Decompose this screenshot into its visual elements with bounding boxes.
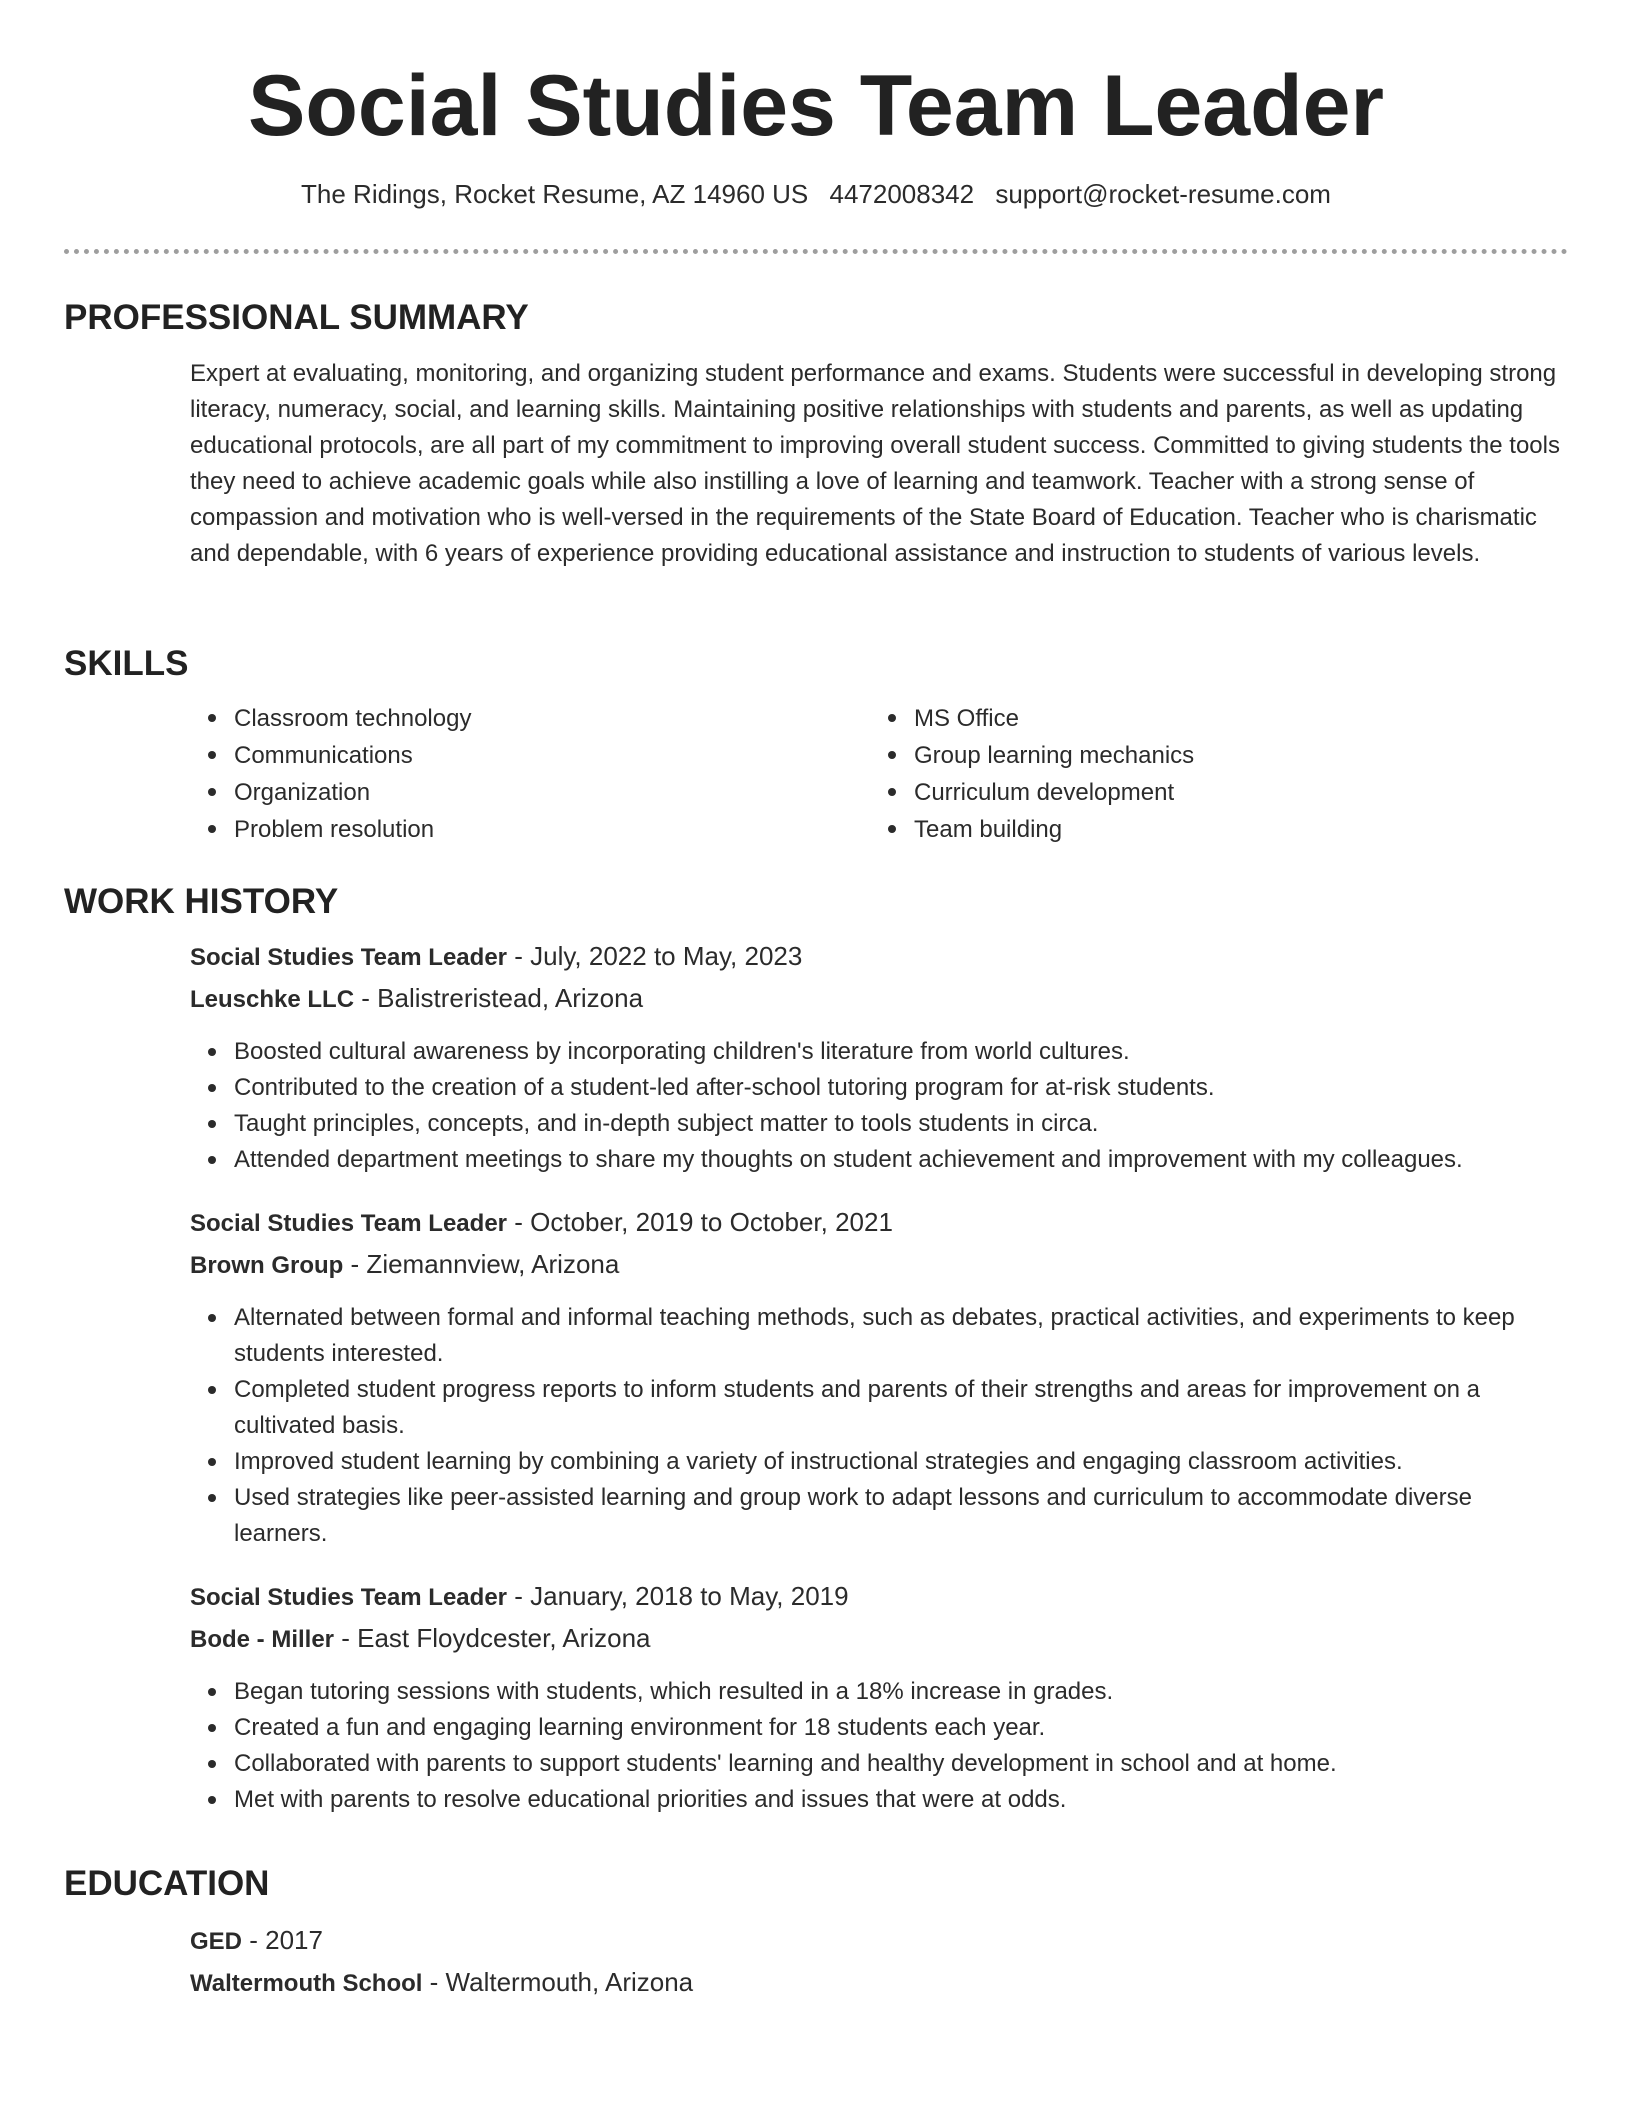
job-title-line bbox=[190, 1576, 1568, 1618]
job-entry bbox=[190, 1576, 1568, 1818]
skill-item: Group learning mechanics bbox=[914, 737, 1550, 774]
skill-item: Communications bbox=[234, 737, 870, 774]
job-company-line bbox=[190, 978, 1568, 1020]
job-bullet: Completed student progress reports to inform students and parents of their strengths and areas for improvement on a cultivated basis. bbox=[234, 1372, 1568, 1444]
job-company-line bbox=[190, 1244, 1568, 1286]
job-bullet: Met with parents to resolve educational priorities and issues that were at odds. bbox=[234, 1782, 1568, 1818]
job-bullet: Alternated between formal and informal teaching methods, such as debates, practical activities, and experiments to keep students interested. bbox=[234, 1300, 1568, 1372]
summary-section bbox=[64, 296, 1568, 572]
job-company-line bbox=[190, 1618, 1568, 1660]
job-bullet: Taught principles, concepts, and in-depth subject matter to tools students in circa. bbox=[234, 1106, 1568, 1142]
resume-name: Social Studies Team Leader bbox=[248, 58, 1384, 154]
skills-column-left bbox=[190, 700, 870, 848]
header-divider bbox=[64, 249, 1568, 254]
education-school-line bbox=[190, 1962, 1568, 2004]
job-dates: - January, 2018 to May, 2019 bbox=[507, 1581, 849, 1611]
contact-line bbox=[64, 178, 1568, 210]
education-year: - 2017 bbox=[242, 1925, 323, 1955]
education-section bbox=[64, 1862, 1568, 2004]
job-title-line bbox=[190, 936, 1568, 978]
resume-page bbox=[64, 0, 1568, 1997]
job-company: Bode - Miller bbox=[190, 1626, 335, 1653]
job-location: - East Floydcester, Arizona bbox=[334, 1623, 651, 1653]
job-bullet: Contributed to the creation of a student-led after-school tutoring program for at-risk students. bbox=[234, 1070, 1568, 1106]
job-title-line bbox=[190, 1202, 1568, 1244]
skill-item: Organization bbox=[234, 774, 870, 811]
job-entry bbox=[190, 1202, 1568, 1552]
job-company: Leuschke LLC bbox=[190, 986, 355, 1013]
job-role: Social Studies Team Leader bbox=[190, 1584, 508, 1611]
job-bullet: Began tutoring sessions with students, which resulted in a 18% increase in grades. bbox=[234, 1674, 1568, 1710]
job-bullet: Attended department meetings to share my thoughts on student achievement and improvement with my colleagues. bbox=[234, 1142, 1568, 1178]
contact-email: support@rocket-resume.com bbox=[995, 179, 1331, 209]
skill-item: Curriculum development bbox=[914, 774, 1550, 811]
education-entry bbox=[190, 1920, 1568, 2004]
job-bullet: Created a fun and engaging learning environment for 18 students each year. bbox=[234, 1710, 1568, 1746]
job-role: Social Studies Team Leader bbox=[190, 1210, 508, 1237]
job-location: - Ziemannview, Arizona bbox=[343, 1249, 620, 1279]
job-company: Brown Group bbox=[190, 1252, 344, 1279]
work-section bbox=[64, 880, 1568, 1818]
summary-text: Expert at evaluating, monitoring, and organizing student performance and exams. Students were successful in developing strong literacy, numeracy, social, and learning skills. Maintaining positive relationships with students and parents, as well as updating educational protocols, are all part of my commitment to improving overall student success. Committed to giving students the tools they need to achieve academic goals while also instilling a love of learning and teamwork. Teacher with a strong sense of compassion and motivation who is well-versed in the requirements of the State Board of Education. Teacher who is charismatic and dependable, with 6 years of experience providing educational assistance and instruction to students of various levels. bbox=[190, 360, 1560, 567]
skills-heading: SKILLS bbox=[64, 644, 189, 683]
skill-item: Classroom technology bbox=[234, 700, 870, 737]
education-degree: GED bbox=[190, 1928, 243, 1955]
skill-item: Team building bbox=[914, 811, 1550, 848]
job-bullet: Boosted cultural awareness by incorporating children's literature from world cultures. bbox=[234, 1034, 1568, 1070]
skills-column-right bbox=[870, 700, 1550, 848]
job-role: Social Studies Team Leader bbox=[190, 944, 508, 971]
job-bullet: Used strategies like peer-assisted learning and group work to adapt lessons and curriculum to accommodate diverse learners. bbox=[234, 1480, 1568, 1552]
job-location: - Balistreristead, Arizona bbox=[354, 983, 644, 1013]
contact-phone: 4472008342 bbox=[829, 179, 975, 209]
job-bullet: Collaborated with parents to support students' learning and healthy development in school and at home. bbox=[234, 1746, 1568, 1782]
job-dates: - July, 2022 to May, 2023 bbox=[507, 941, 803, 971]
skill-item: Problem resolution bbox=[234, 811, 870, 848]
education-school: Waltermouth School bbox=[190, 1970, 423, 1997]
job-entry bbox=[190, 936, 1568, 1178]
work-heading: WORK HISTORY bbox=[64, 882, 339, 921]
job-bullet: Improved student learning by combining a variety of instructional strategies and engaging classroom activities. bbox=[234, 1444, 1568, 1480]
summary-heading: PROFESSIONAL SUMMARY bbox=[64, 298, 529, 337]
job-dates: - October, 2019 to October, 2021 bbox=[507, 1207, 893, 1237]
education-heading: EDUCATION bbox=[64, 1864, 270, 1903]
skill-item: MS Office bbox=[914, 700, 1550, 737]
education-location: - Waltermouth, Arizona bbox=[422, 1967, 694, 1997]
skills-section bbox=[64, 642, 1568, 848]
education-degree-line bbox=[190, 1920, 1568, 1962]
contact-address: The Ridings, Rocket Resume, AZ 14960 US bbox=[301, 179, 809, 209]
